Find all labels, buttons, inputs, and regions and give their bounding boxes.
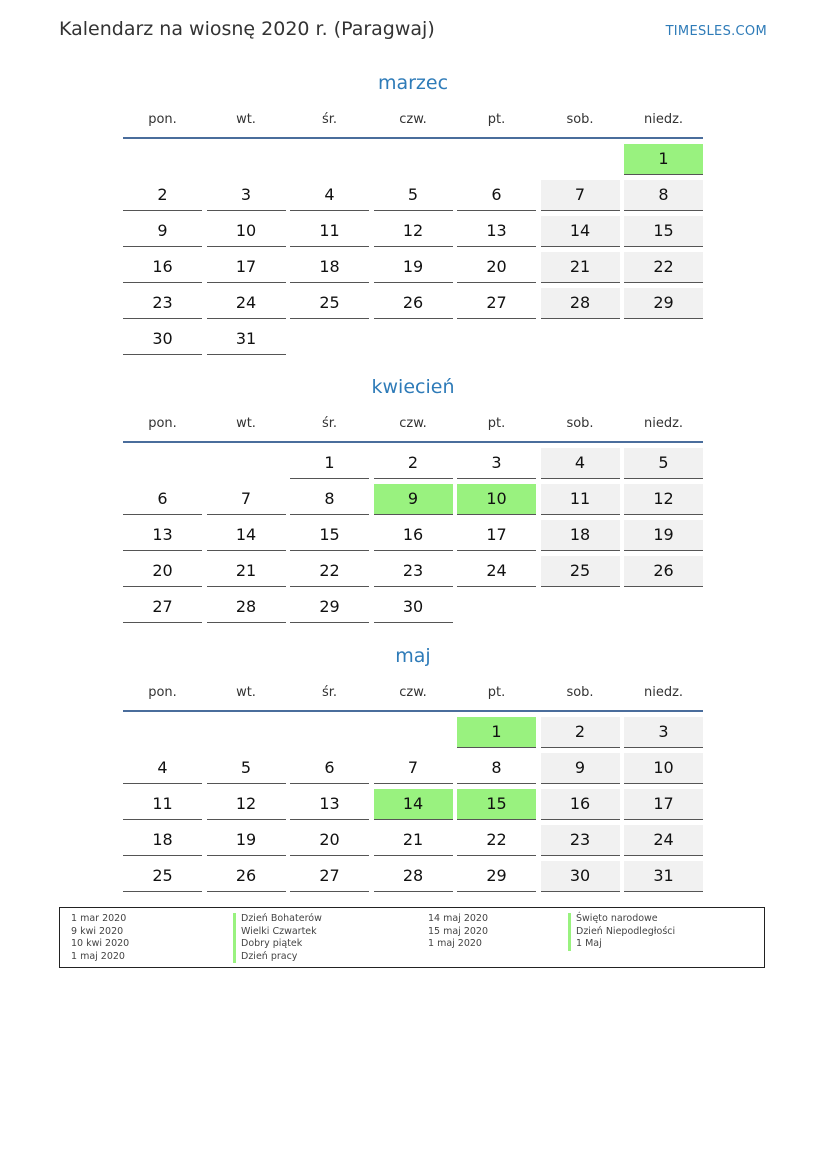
legend-holiday-name: Dzień Niepodległości [568, 926, 675, 939]
page-title: Kalendarz na wiosnę 2020 r. (Paragwaj) [59, 18, 435, 40]
week-row [123, 288, 703, 324]
day-cell: 31 [207, 324, 286, 355]
day-cell: 7 [207, 484, 286, 515]
day-cell: 29 [290, 592, 369, 623]
day-cell: 31 [624, 861, 703, 892]
day-cell: 17 [457, 520, 536, 551]
empty-day-cell [541, 592, 620, 623]
weekday-label: niedz. [643, 112, 684, 127]
day-cell: 21 [207, 556, 286, 587]
weekday-label: niedz. [643, 416, 684, 431]
day-cell: 11 [541, 484, 620, 515]
legend-holiday-name: Dobry piątek [233, 938, 322, 951]
day-cell: 19 [207, 825, 286, 856]
weekday-label: wt. [236, 685, 256, 700]
legend-date: 9 kwi 2020 [71, 925, 124, 937]
day-cell: 27 [290, 861, 369, 892]
day-cell: 4 [123, 753, 202, 784]
header-divider [123, 137, 703, 139]
weekday-label: czw. [399, 685, 427, 700]
empty-day-cell [123, 448, 202, 479]
day-cell: 20 [457, 252, 536, 283]
day-cell: 19 [374, 252, 453, 283]
month-title: maj [395, 645, 431, 667]
day-cell: 19 [624, 520, 703, 551]
holiday-legend [59, 907, 765, 968]
weekday-label: pt. [487, 685, 506, 700]
day-cell: 3 [457, 448, 536, 479]
week-row [123, 825, 703, 861]
day-cell: 29 [457, 861, 536, 892]
empty-day-cell [374, 717, 453, 748]
empty-day-cell [290, 324, 369, 355]
empty-day-cell [541, 324, 620, 355]
legend-right-dates [428, 913, 488, 951]
legend-date: 1 mar 2020 [71, 913, 127, 924]
day-cell: 13 [123, 520, 202, 551]
day-cell: 28 [374, 861, 453, 892]
day-cell: 18 [123, 825, 202, 856]
legend-holiday-name: Dzień pracy [233, 951, 322, 964]
day-cell: 2 [541, 717, 620, 748]
weekday-label: śr. [321, 685, 338, 700]
day-cell: 14 [207, 520, 286, 551]
legend-left-dates [71, 913, 129, 963]
day-cell: 15 [290, 520, 369, 551]
empty-day-cell [457, 324, 536, 355]
weekday-label: śr. [321, 112, 338, 127]
weekday-label: śr. [321, 416, 338, 431]
day-cell: 20 [123, 556, 202, 587]
day-cell: 28 [207, 592, 286, 623]
day-cell: 6 [123, 484, 202, 515]
day-cell: 21 [541, 252, 620, 283]
legend-left-names [233, 913, 322, 963]
day-cell: 7 [374, 753, 453, 784]
day-cell: 15 [457, 789, 536, 820]
empty-day-cell [290, 144, 369, 175]
day-cell: 10 [624, 753, 703, 784]
week-row [123, 753, 703, 789]
month-march [123, 68, 703, 360]
month-title: kwiecień [371, 376, 455, 398]
day-cell: 16 [123, 252, 202, 283]
day-cell: 1 [457, 717, 536, 748]
day-cell: 18 [541, 520, 620, 551]
legend-date: 1 maj 2020 [428, 938, 482, 950]
day-cell: 25 [290, 288, 369, 319]
day-cell: 28 [541, 288, 620, 319]
week-row [123, 324, 703, 360]
day-cell: 23 [541, 825, 620, 856]
weekday-label: wt. [236, 112, 256, 127]
day-cell: 25 [123, 861, 202, 892]
day-cell: 20 [290, 825, 369, 856]
week-row [123, 252, 703, 288]
day-cell: 23 [123, 288, 202, 319]
day-cell: 26 [207, 861, 286, 892]
day-cell: 10 [457, 484, 536, 515]
month-title: marzec [377, 72, 449, 94]
month-grid [123, 448, 703, 628]
day-cell: 22 [624, 252, 703, 283]
month-may [123, 641, 703, 897]
day-cell: 1 [290, 448, 369, 479]
day-cell: 30 [123, 324, 202, 355]
month-april [123, 372, 703, 628]
legend-holiday-name: Dzień Bohaterów [233, 913, 322, 926]
day-cell: 22 [290, 556, 369, 587]
day-cell: 14 [374, 789, 453, 820]
day-cell: 27 [123, 592, 202, 623]
day-cell: 6 [290, 753, 369, 784]
week-row [123, 484, 703, 520]
day-cell: 12 [207, 789, 286, 820]
weekday-header [123, 410, 703, 437]
day-cell: 26 [624, 556, 703, 587]
empty-day-cell [123, 144, 202, 175]
day-cell: 2 [374, 448, 453, 479]
legend-date: 10 kwi 2020 [71, 938, 130, 950]
day-cell: 8 [457, 753, 536, 784]
day-cell: 9 [123, 216, 202, 247]
weekday-label: pon. [148, 112, 177, 127]
legend-holiday-name: 1 Maj [568, 938, 675, 951]
day-cell: 12 [624, 484, 703, 515]
legend-date: 1 maj 2020 [71, 950, 125, 962]
day-cell: 1 [624, 144, 703, 175]
day-cell: 4 [541, 448, 620, 479]
weekday-label: pt. [487, 112, 506, 127]
week-row [123, 717, 703, 753]
day-cell: 24 [207, 288, 286, 319]
day-cell: 30 [541, 861, 620, 892]
empty-day-cell [290, 717, 369, 748]
empty-day-cell [541, 144, 620, 175]
site-link[interactable]: TIMESLES.COM [665, 24, 767, 39]
day-cell: 16 [374, 520, 453, 551]
day-cell: 3 [207, 180, 286, 211]
day-cell: 12 [374, 216, 453, 247]
empty-day-cell [624, 592, 703, 623]
weekday-label: pt. [487, 416, 506, 431]
day-cell: 22 [457, 825, 536, 856]
empty-day-cell [624, 324, 703, 355]
day-cell: 24 [624, 825, 703, 856]
day-cell: 6 [457, 180, 536, 211]
day-cell: 13 [290, 789, 369, 820]
week-row [123, 216, 703, 252]
weekday-label: czw. [399, 416, 427, 431]
weekday-label: niedz. [643, 685, 684, 700]
empty-day-cell [374, 144, 453, 175]
week-row [123, 861, 703, 897]
day-cell: 16 [541, 789, 620, 820]
day-cell: 15 [624, 216, 703, 247]
weekday-header [123, 106, 703, 133]
empty-day-cell [457, 144, 536, 175]
week-row [123, 556, 703, 592]
day-cell: 14 [541, 216, 620, 247]
legend-holiday-name: Wielki Czwartek [233, 926, 322, 939]
weekday-label: pon. [148, 416, 177, 431]
day-cell: 8 [290, 484, 369, 515]
legend-holiday-name: Święto narodowe [568, 913, 675, 926]
day-cell: 13 [457, 216, 536, 247]
week-row [123, 180, 703, 216]
legend-right-names [568, 913, 675, 951]
weekday-label: sob. [566, 112, 594, 127]
day-cell: 8 [624, 180, 703, 211]
day-cell: 7 [541, 180, 620, 211]
month-grid [123, 717, 703, 897]
legend-date: 15 maj 2020 [428, 925, 489, 937]
day-cell: 2 [123, 180, 202, 211]
week-row [123, 520, 703, 556]
weekday-header [123, 679, 703, 706]
day-cell: 5 [374, 180, 453, 211]
empty-day-cell [374, 324, 453, 355]
weekday-label: wt. [236, 416, 256, 431]
header-divider [123, 710, 703, 712]
day-cell: 27 [457, 288, 536, 319]
day-cell: 23 [374, 556, 453, 587]
day-cell: 5 [624, 448, 703, 479]
month-grid [123, 144, 703, 360]
weekday-label: czw. [399, 112, 427, 127]
day-cell: 5 [207, 753, 286, 784]
day-cell: 11 [123, 789, 202, 820]
day-cell: 25 [541, 556, 620, 587]
day-cell: 17 [207, 252, 286, 283]
legend-date: 14 maj 2020 [428, 913, 489, 924]
day-cell: 21 [374, 825, 453, 856]
day-cell: 29 [624, 288, 703, 319]
day-cell: 18 [290, 252, 369, 283]
empty-day-cell [207, 448, 286, 479]
day-cell: 9 [541, 753, 620, 784]
empty-day-cell [457, 592, 536, 623]
day-cell: 9 [374, 484, 453, 515]
day-cell: 26 [374, 288, 453, 319]
weekday-label: sob. [566, 416, 594, 431]
empty-day-cell [207, 144, 286, 175]
weekday-label: pon. [148, 685, 177, 700]
header-divider [123, 441, 703, 443]
empty-day-cell [207, 717, 286, 748]
week-row [123, 592, 703, 628]
day-cell: 11 [290, 216, 369, 247]
day-cell: 4 [290, 180, 369, 211]
week-row [123, 144, 703, 180]
week-row [123, 789, 703, 825]
day-cell: 30 [374, 592, 453, 623]
week-row [123, 448, 703, 484]
day-cell: 3 [624, 717, 703, 748]
day-cell: 10 [207, 216, 286, 247]
day-cell: 24 [457, 556, 536, 587]
empty-day-cell [123, 717, 202, 748]
weekday-label: sob. [566, 685, 594, 700]
day-cell: 17 [624, 789, 703, 820]
